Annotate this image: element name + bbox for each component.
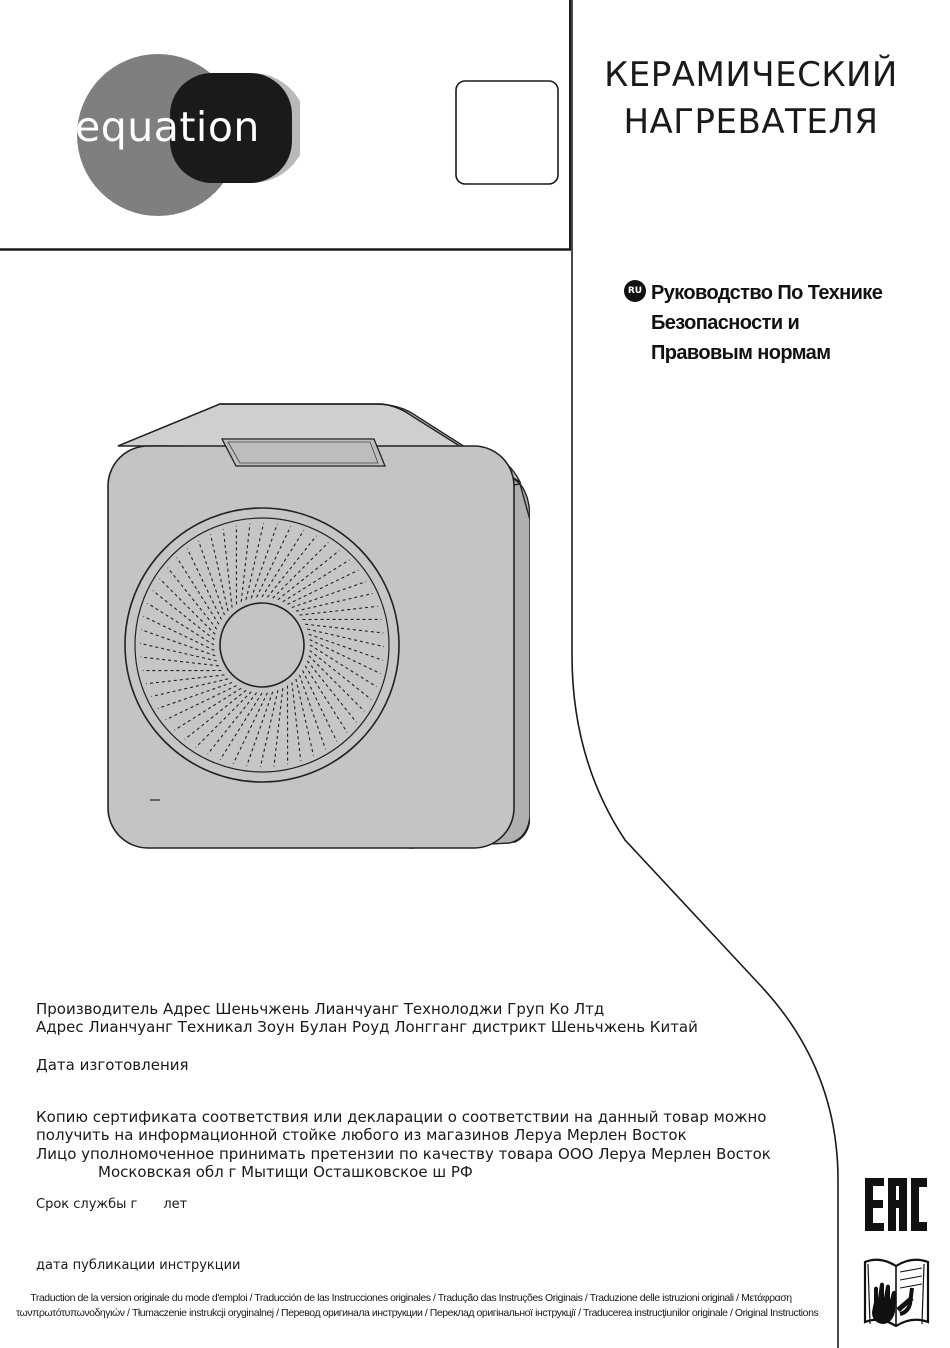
title-line-1: КЕРАМИЧЕСКИЙ [604, 55, 898, 95]
manufacturer-line-1: Производитель Адрес Шеньчжень Лианчуанг Технолоджи Груп Ко Лтд [36, 1000, 605, 1018]
logo-text: equation [75, 103, 260, 151]
manufacture-date: Дата изготовления [36, 1056, 189, 1074]
translations-line-2: τωνπρωτότυπωνοδηγιών / Tłumaczenie instrukcji oryginalnej / Перевод оригинала инструкции / Переклад оригінальної інструкції / Traducerea instrucţiunilor originale / Original Instructions [16, 1307, 819, 1319]
publication-date: дата публикации инструкции [36, 1258, 241, 1273]
service-life-unit: лет [163, 1197, 188, 1212]
read-manual-icon [860, 1254, 934, 1334]
translations-line-1: Traduction de la version originale du mode d'emploi / Traducción de las Instrucciones originales / Tradução das Instruções Originais / Traduzione delle istruzioni originali / Μετάφραση [30, 1292, 792, 1304]
certificate-line-1: Копию сертификата соответствия или декларации о соответствии на данный товар можно [36, 1108, 767, 1126]
manual-line-2: Безопасности и [651, 312, 800, 334]
read-manual-icon-graphic [860, 1254, 934, 1334]
manufacturer-line-2: Адрес Лианчуанг Техникал Зоун Булан Роуд Лонгганг дистрикт Шеньчжень Китай [36, 1018, 698, 1036]
heater-illustration [100, 395, 530, 855]
title-line-2: НАГРЕВАТЕЛЯ [623, 102, 879, 142]
eac-mark-graphic [864, 1177, 928, 1232]
eac-mark [864, 1177, 928, 1232]
certificate-line-4: Московская обл г Мытищи Осташковское ш РФ [98, 1163, 473, 1181]
equation-logo [70, 38, 300, 228]
manual-line-1: Руководство По Технике [651, 282, 883, 304]
service-life [36, 1197, 187, 1212]
certificate-line-3: Лицо уполномоченное принимать претензии по качеству товара ООО Леруа Мерлен Восток [36, 1145, 771, 1163]
manual-line-3: Правовым нормам [651, 342, 831, 364]
service-life-label: Срок службы г [36, 1197, 138, 1212]
ru-language-badge: RU [624, 280, 646, 302]
certificate-line-2: получить на информационной стойке любого из магазинов Леруа Мерлен Восток [36, 1126, 687, 1144]
document-title [586, 52, 916, 146]
